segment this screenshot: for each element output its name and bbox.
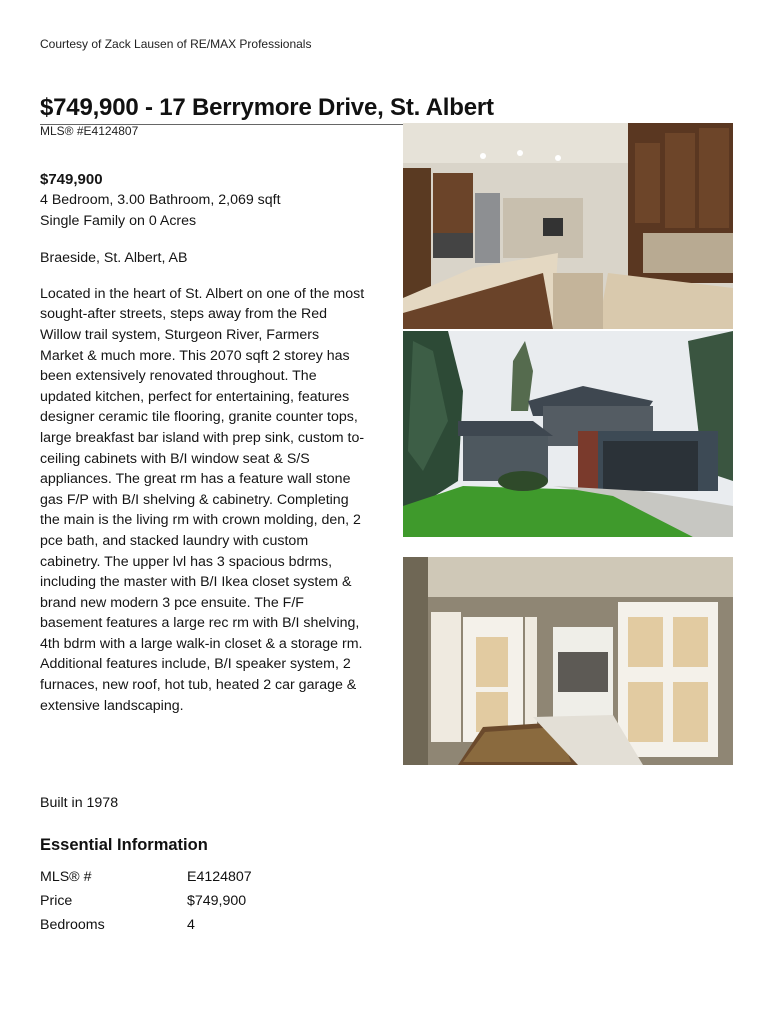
- page-title: $749,900 - 17 Berrymore Drive, St. Albert: [40, 94, 723, 125]
- kitchen-photo-image: [403, 123, 733, 329]
- listing-location: Braeside, St. Albert, AB: [40, 250, 188, 267]
- listing-specs: 4 Bedroom, 3.00 Bathroom, 2,069 sqft: [40, 192, 281, 208]
- year-built: Built in 1978: [40, 795, 119, 811]
- front-entry-image: [403, 557, 733, 765]
- info-value: $749,900: [187, 893, 247, 909]
- listing-type: Single Family on 0 Acres: [40, 212, 197, 229]
- courtesy-line: Courtesy of Zack Lausen of RE/MAX Professionals: [40, 37, 312, 51]
- mls-number-subtitle: MLS® #E4124807: [40, 124, 139, 138]
- essential-info-heading: Essential Information: [40, 836, 208, 854]
- info-value: 4: [187, 917, 195, 933]
- listing-description: Located in the heart of St. Albert on one of the most sought-after streets, steps away from the Red Willow trail system, Sturgeon River, Farmers Market & much more. This 2070 sqft 2 storey has been extensively renovated throughout. The updated kitchen, perfect for entertaining, features designer ceramic tile flooring, granite counter tops, large breakfast bar island with prep sink, custom to-ceiling cabinets with B/I window seat & S/S appliances. The great rm has a feature wall stone gas F/P with B/I shelving & cabinetry. Completing the main is the living rm with crown molding, den, 2 pce bath, and stacked laundry with custom cabinetry. The upper lvl has 3 spacious bdrms, including the master with B/I Ikea closet system & brand new modern 3 pce ensuite. The F/F basement features a large rec rm with B/I shelving, 4th bdrm with a large walk-in closet & a storage rm. Additional features include, B/I speaker system, 2 furnaces, new roof, hot tub, heated 2 car garage & extensive landscaping.: [40, 285, 365, 714]
- listing-summary: [40, 170, 365, 716]
- info-value: E4124807: [187, 869, 252, 885]
- info-label: MLS® #: [40, 869, 92, 885]
- house-exterior-image: [403, 331, 733, 537]
- listing-price: $749,900: [40, 171, 103, 188]
- info-label: Price: [40, 893, 73, 909]
- info-row-bedrooms: [40, 913, 252, 937]
- info-row-mls: [40, 865, 252, 889]
- kitchen-photo: [403, 123, 733, 329]
- front-entry-photo: [403, 557, 733, 765]
- info-row-price: [40, 889, 252, 913]
- house-exterior-photo: [403, 331, 733, 537]
- essential-info-table: [40, 865, 252, 937]
- info-label: Bedrooms: [40, 917, 105, 933]
